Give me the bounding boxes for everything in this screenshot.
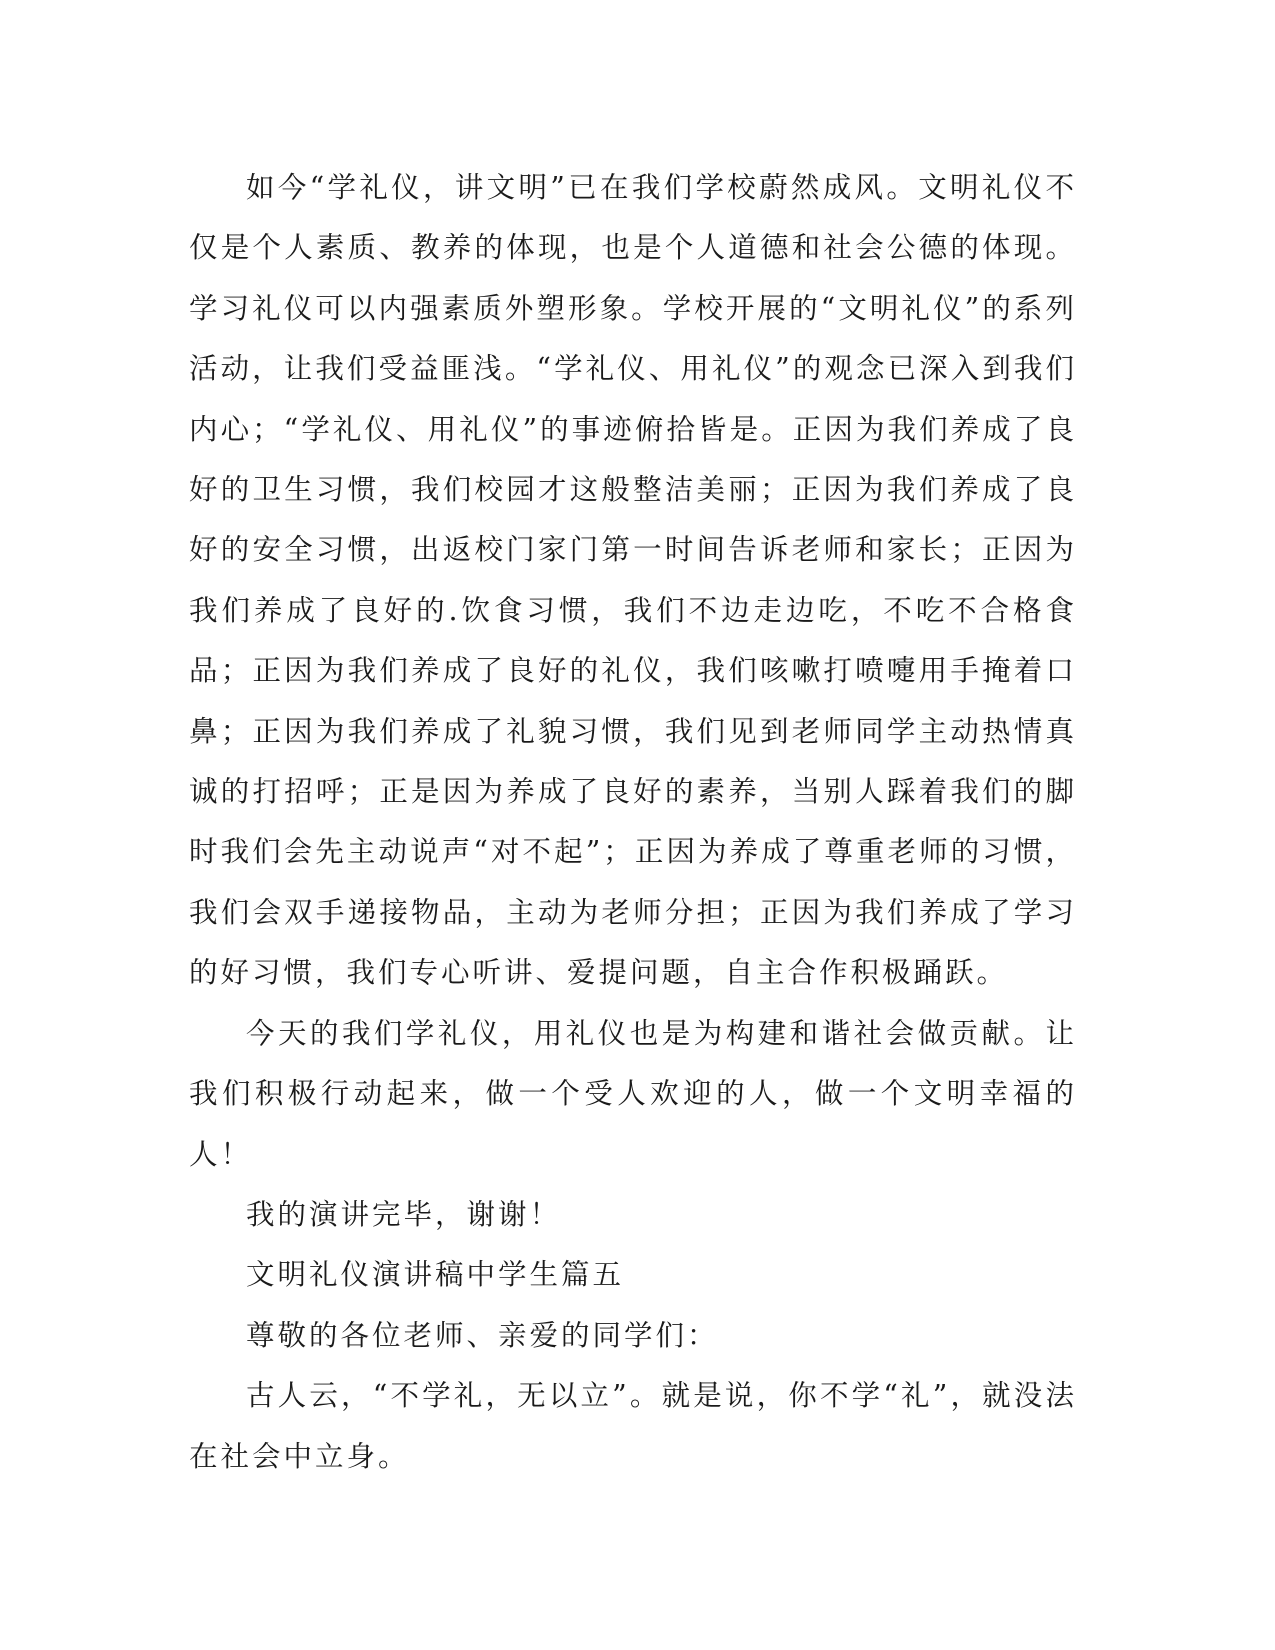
paragraph-salutation: 尊敬的各位老师、亲爱的同学们： — [246, 1318, 719, 1352]
paragraph-campus-etiquette: 如今“学礼仪，讲文明”已在我们学校蔚然成风。文明礼仪不仅是个人素质、教养的体现，也是个人道德和社会公德的体现。学习礼仪可以内强素质外塑形象。学校开展的“文明礼仪”的系列活动，让我们受益匪浅。“学礼仪、用礼仪”的观念已深入到我们内心；“学礼仪、用礼仪”的事迹俯拾皆是。正因为我们养成了良好的卫生习惯，我们校园才这般整洁美丽；正因为我们养成了良好的安全习惯，出返校门家门第一时间告诉老师和家长；正因为我们养成了良好的.饮食习惯，我们不边走边吃，不吃不合格食品；正因为我们养成了良好的礼仪，我们咳嗽打喷嚏用手掩着口鼻；正因为我们养成了礼貌习惯，我们见到老师同学主动热情真诚的打招呼；正是因为养成了良好的素养，当别人踩着我们的脚时我们会先主动说声“对不起”；正因为养成了尊重老师的习惯，我们会双手递接物品，主动为老师分担；正因为我们养成了学习的好习惯，我们专心听讲、爱提问题，自主合作积极踊跃。 — [189, 171, 1077, 990]
paragraph-call-to-action: 今天的我们学礼仪，用礼仪也是为构建和谐社会做贡献。让我们积极行动起来，做一个受人欢迎的人，做一个文明幸福的人！ — [189, 1016, 1077, 1171]
paragraph-quote: 古人云，“不学礼，无以立”。就是说，你不学“礼”，就没法在社会中立身。 — [189, 1379, 1077, 1473]
paragraph-closing: 我的演讲完毕，谢谢！ — [246, 1197, 562, 1231]
section-heading: 文明礼仪演讲稿中学生篇五 — [246, 1258, 625, 1292]
document-body — [189, 158, 1077, 1487]
